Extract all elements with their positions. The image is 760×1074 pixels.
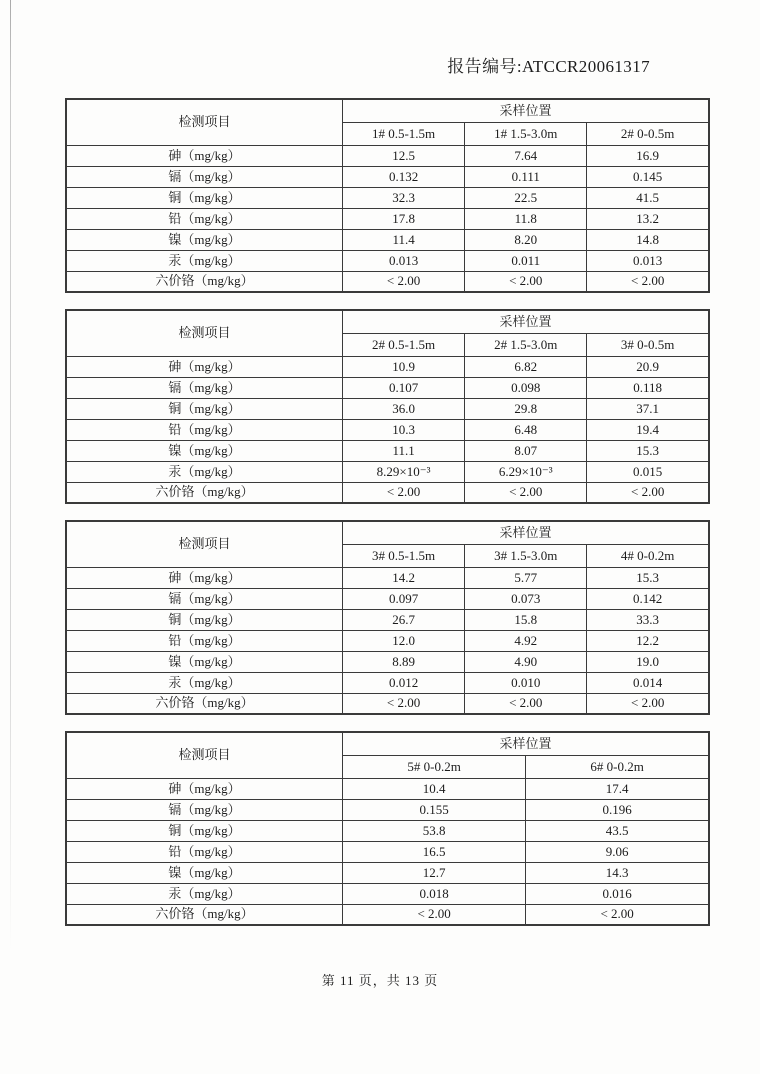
test-item-label: 铜（mg/kg） xyxy=(66,398,343,419)
table-row xyxy=(66,588,709,609)
position-header-cell: 采样位置 xyxy=(343,310,710,333)
measurement-value-cell: 0.012 xyxy=(343,672,465,693)
measurement-value-cell: 0.073 xyxy=(465,588,587,609)
measurement-value-cell: 22.5 xyxy=(465,187,587,208)
test-item-label: 铅（mg/kg） xyxy=(66,419,343,440)
measurement-value-cell: 20.9 xyxy=(587,356,709,377)
measurement-value-cell: 11.8 xyxy=(465,208,587,229)
test-item-label: 铅（mg/kg） xyxy=(66,841,342,862)
measurement-value-cell: 0.111 xyxy=(465,166,587,187)
measurement-value-cell: 13.2 xyxy=(587,208,709,229)
table-row xyxy=(66,799,709,820)
results-table-1 xyxy=(65,98,710,293)
measurement-value-cell: 0.015 xyxy=(587,461,709,482)
table-row xyxy=(66,187,709,208)
measurement-value-cell: 43.5 xyxy=(526,820,709,841)
measurement-value-cell: 8.07 xyxy=(465,440,587,461)
measurement-value-cell: < 2.00 xyxy=(465,693,587,714)
measurement-value-cell: 26.7 xyxy=(343,609,465,630)
table-row xyxy=(66,651,709,672)
test-item-label: 六价铬（mg/kg） xyxy=(66,904,342,925)
test-item-label: 汞（mg/kg） xyxy=(66,461,343,482)
table-row xyxy=(66,377,709,398)
test-item-label: 汞（mg/kg） xyxy=(66,672,343,693)
measurement-value-cell: 6.48 xyxy=(465,419,587,440)
position-header-cell: 采样位置 xyxy=(342,732,709,755)
table-row xyxy=(66,461,709,482)
table-row xyxy=(66,166,709,187)
results-table-4 xyxy=(65,731,710,926)
measurement-value-cell: 33.3 xyxy=(587,609,709,630)
measurement-value-cell: 6.82 xyxy=(465,356,587,377)
test-item-label: 六价铬（mg/kg） xyxy=(66,693,343,714)
table-row xyxy=(66,398,709,419)
measurement-value-cell: 0.013 xyxy=(343,250,465,271)
test-item-label: 铜（mg/kg） xyxy=(66,187,343,208)
measurement-value-cell: < 2.00 xyxy=(587,482,709,503)
measurement-value-cell: 0.010 xyxy=(465,672,587,693)
column-header-cell: 1# 1.5-3.0m xyxy=(465,122,587,145)
table-row xyxy=(66,229,709,250)
table-row xyxy=(66,482,709,503)
measurement-value-cell: 12.2 xyxy=(587,630,709,651)
measurement-value-cell: 14.2 xyxy=(343,567,465,588)
measurement-value-cell: 12.5 xyxy=(343,145,465,166)
table-row xyxy=(66,778,709,799)
measurement-value-cell: < 2.00 xyxy=(343,271,465,292)
table-row xyxy=(66,904,709,925)
table-row xyxy=(66,630,709,651)
table-row xyxy=(66,250,709,271)
measurement-value-cell: 10.9 xyxy=(343,356,465,377)
test-item-label: 铅（mg/kg） xyxy=(66,630,343,651)
results-table-2 xyxy=(65,309,710,504)
column-header-cell: 6# 0-0.2m xyxy=(526,755,709,778)
item-header-cell: 检测项目 xyxy=(66,521,343,567)
measurement-value-cell: 19.4 xyxy=(587,419,709,440)
test-item-label: 镍（mg/kg） xyxy=(66,651,343,672)
measurement-value-cell: 0.196 xyxy=(526,799,709,820)
measurement-value-cell: < 2.00 xyxy=(342,904,525,925)
measurement-value-cell: < 2.00 xyxy=(465,271,587,292)
measurement-value-cell: 0.145 xyxy=(587,166,709,187)
measurement-value-cell: 11.1 xyxy=(343,440,465,461)
measurement-value-cell: 15.3 xyxy=(587,567,709,588)
measurement-value-cell: 0.107 xyxy=(343,377,465,398)
column-header-cell: 3# 0.5-1.5m xyxy=(343,544,465,567)
measurement-value-cell: 0.014 xyxy=(587,672,709,693)
test-item-label: 镉（mg/kg） xyxy=(66,799,342,820)
test-item-label: 铜（mg/kg） xyxy=(66,609,343,630)
item-header-cell: 检测项目 xyxy=(66,99,343,145)
test-item-label: 砷（mg/kg） xyxy=(66,567,343,588)
column-header-cell: 5# 0-0.2m xyxy=(342,755,525,778)
measurement-value-cell: < 2.00 xyxy=(587,693,709,714)
results-table-3 xyxy=(65,520,710,715)
page-number-indicator: 第 11 页，共 13 页 xyxy=(321,973,439,988)
measurement-value-cell: < 2.00 xyxy=(343,482,465,503)
table-row xyxy=(66,841,709,862)
measurement-value-cell: 29.8 xyxy=(465,398,587,419)
test-item-label: 汞（mg/kg） xyxy=(66,883,342,904)
column-header-cell: 4# 0-0.2m xyxy=(587,544,709,567)
test-item-label: 砷（mg/kg） xyxy=(66,145,343,166)
measurement-value-cell: 0.097 xyxy=(343,588,465,609)
test-item-label: 汞（mg/kg） xyxy=(66,250,343,271)
column-header-cell: 2# 1.5-3.0m xyxy=(465,333,587,356)
measurement-value-cell: 12.0 xyxy=(343,630,465,651)
test-item-label: 镍（mg/kg） xyxy=(66,862,342,883)
measurement-value-cell: 19.0 xyxy=(587,651,709,672)
report-body xyxy=(65,98,710,926)
test-item-label: 镉（mg/kg） xyxy=(66,377,343,398)
table-row xyxy=(66,419,709,440)
table-row xyxy=(66,440,709,461)
measurement-value-cell: 10.4 xyxy=(342,778,525,799)
table-row xyxy=(66,862,709,883)
measurement-value-cell: 32.3 xyxy=(343,187,465,208)
measurement-value-cell: 0.018 xyxy=(342,883,525,904)
test-item-label: 铅（mg/kg） xyxy=(66,208,343,229)
column-header-cell: 3# 1.5-3.0m xyxy=(465,544,587,567)
table-row xyxy=(66,609,709,630)
measurement-value-cell: 15.8 xyxy=(465,609,587,630)
table-row xyxy=(66,883,709,904)
measurement-value-cell: 11.4 xyxy=(343,229,465,250)
measurement-value-cell: 0.013 xyxy=(587,250,709,271)
test-item-label: 六价铬（mg/kg） xyxy=(66,271,343,292)
table-row xyxy=(66,672,709,693)
column-header-cell: 2# 0-0.5m xyxy=(587,122,709,145)
measurement-value-cell: 7.64 xyxy=(465,145,587,166)
measurement-value-cell: < 2.00 xyxy=(526,904,709,925)
measurement-value-cell: 0.098 xyxy=(465,377,587,398)
measurement-value-cell: 12.7 xyxy=(342,862,525,883)
measurement-value-cell: 0.016 xyxy=(526,883,709,904)
measurement-value-cell: 8.20 xyxy=(465,229,587,250)
table-row xyxy=(66,208,709,229)
measurement-value-cell: 0.011 xyxy=(465,250,587,271)
position-header-cell: 采样位置 xyxy=(343,99,710,122)
measurement-value-cell: 8.29×10⁻³ xyxy=(343,461,465,482)
measurement-value-cell: 9.06 xyxy=(526,841,709,862)
test-item-label: 铜（mg/kg） xyxy=(66,820,342,841)
measurement-value-cell: 8.89 xyxy=(343,651,465,672)
measurement-value-cell: 16.5 xyxy=(342,841,525,862)
table-row xyxy=(66,356,709,377)
measurement-value-cell: 6.29×10⁻³ xyxy=(465,461,587,482)
measurement-value-cell: 14.8 xyxy=(587,229,709,250)
test-item-label: 镍（mg/kg） xyxy=(66,229,343,250)
table-row xyxy=(66,693,709,714)
measurement-value-cell: 0.118 xyxy=(587,377,709,398)
measurement-value-cell: 15.3 xyxy=(587,440,709,461)
column-header-cell: 2# 0.5-1.5m xyxy=(343,333,465,356)
column-header-cell: 3# 0-0.5m xyxy=(587,333,709,356)
report-number: 报告编号:ATCCR20061317 xyxy=(447,57,650,76)
measurement-value-cell: 16.9 xyxy=(587,145,709,166)
measurement-value-cell: 17.8 xyxy=(343,208,465,229)
table-row xyxy=(66,271,709,292)
measurement-value-cell: 14.3 xyxy=(526,862,709,883)
test-item-label: 镉（mg/kg） xyxy=(66,588,343,609)
table-row xyxy=(66,567,709,588)
measurement-value-cell: 17.4 xyxy=(526,778,709,799)
test-item-label: 六价铬（mg/kg） xyxy=(66,482,343,503)
measurement-value-cell: < 2.00 xyxy=(587,271,709,292)
measurement-value-cell: < 2.00 xyxy=(465,482,587,503)
test-item-label: 砷（mg/kg） xyxy=(66,778,342,799)
measurement-value-cell: 53.8 xyxy=(342,820,525,841)
column-header-cell: 1# 0.5-1.5m xyxy=(343,122,465,145)
measurement-value-cell: 5.77 xyxy=(465,567,587,588)
table-row xyxy=(66,820,709,841)
measurement-value-cell: 4.92 xyxy=(465,630,587,651)
measurement-value-cell: 0.142 xyxy=(587,588,709,609)
item-header-cell: 检测项目 xyxy=(66,732,342,778)
scan-artifact-line xyxy=(10,0,11,950)
item-header-cell: 检测项目 xyxy=(66,310,343,356)
measurement-value-cell: 0.132 xyxy=(343,166,465,187)
measurement-value-cell: 41.5 xyxy=(587,187,709,208)
table-row xyxy=(66,145,709,166)
test-item-label: 镉（mg/kg） xyxy=(66,166,343,187)
measurement-value-cell: < 2.00 xyxy=(343,693,465,714)
measurement-value-cell: 36.0 xyxy=(343,398,465,419)
measurement-value-cell: 10.3 xyxy=(343,419,465,440)
position-header-cell: 采样位置 xyxy=(343,521,710,544)
measurement-value-cell: 37.1 xyxy=(587,398,709,419)
measurement-value-cell: 4.90 xyxy=(465,651,587,672)
test-item-label: 镍（mg/kg） xyxy=(66,440,343,461)
measurement-value-cell: 0.155 xyxy=(342,799,525,820)
test-item-label: 砷（mg/kg） xyxy=(66,356,343,377)
